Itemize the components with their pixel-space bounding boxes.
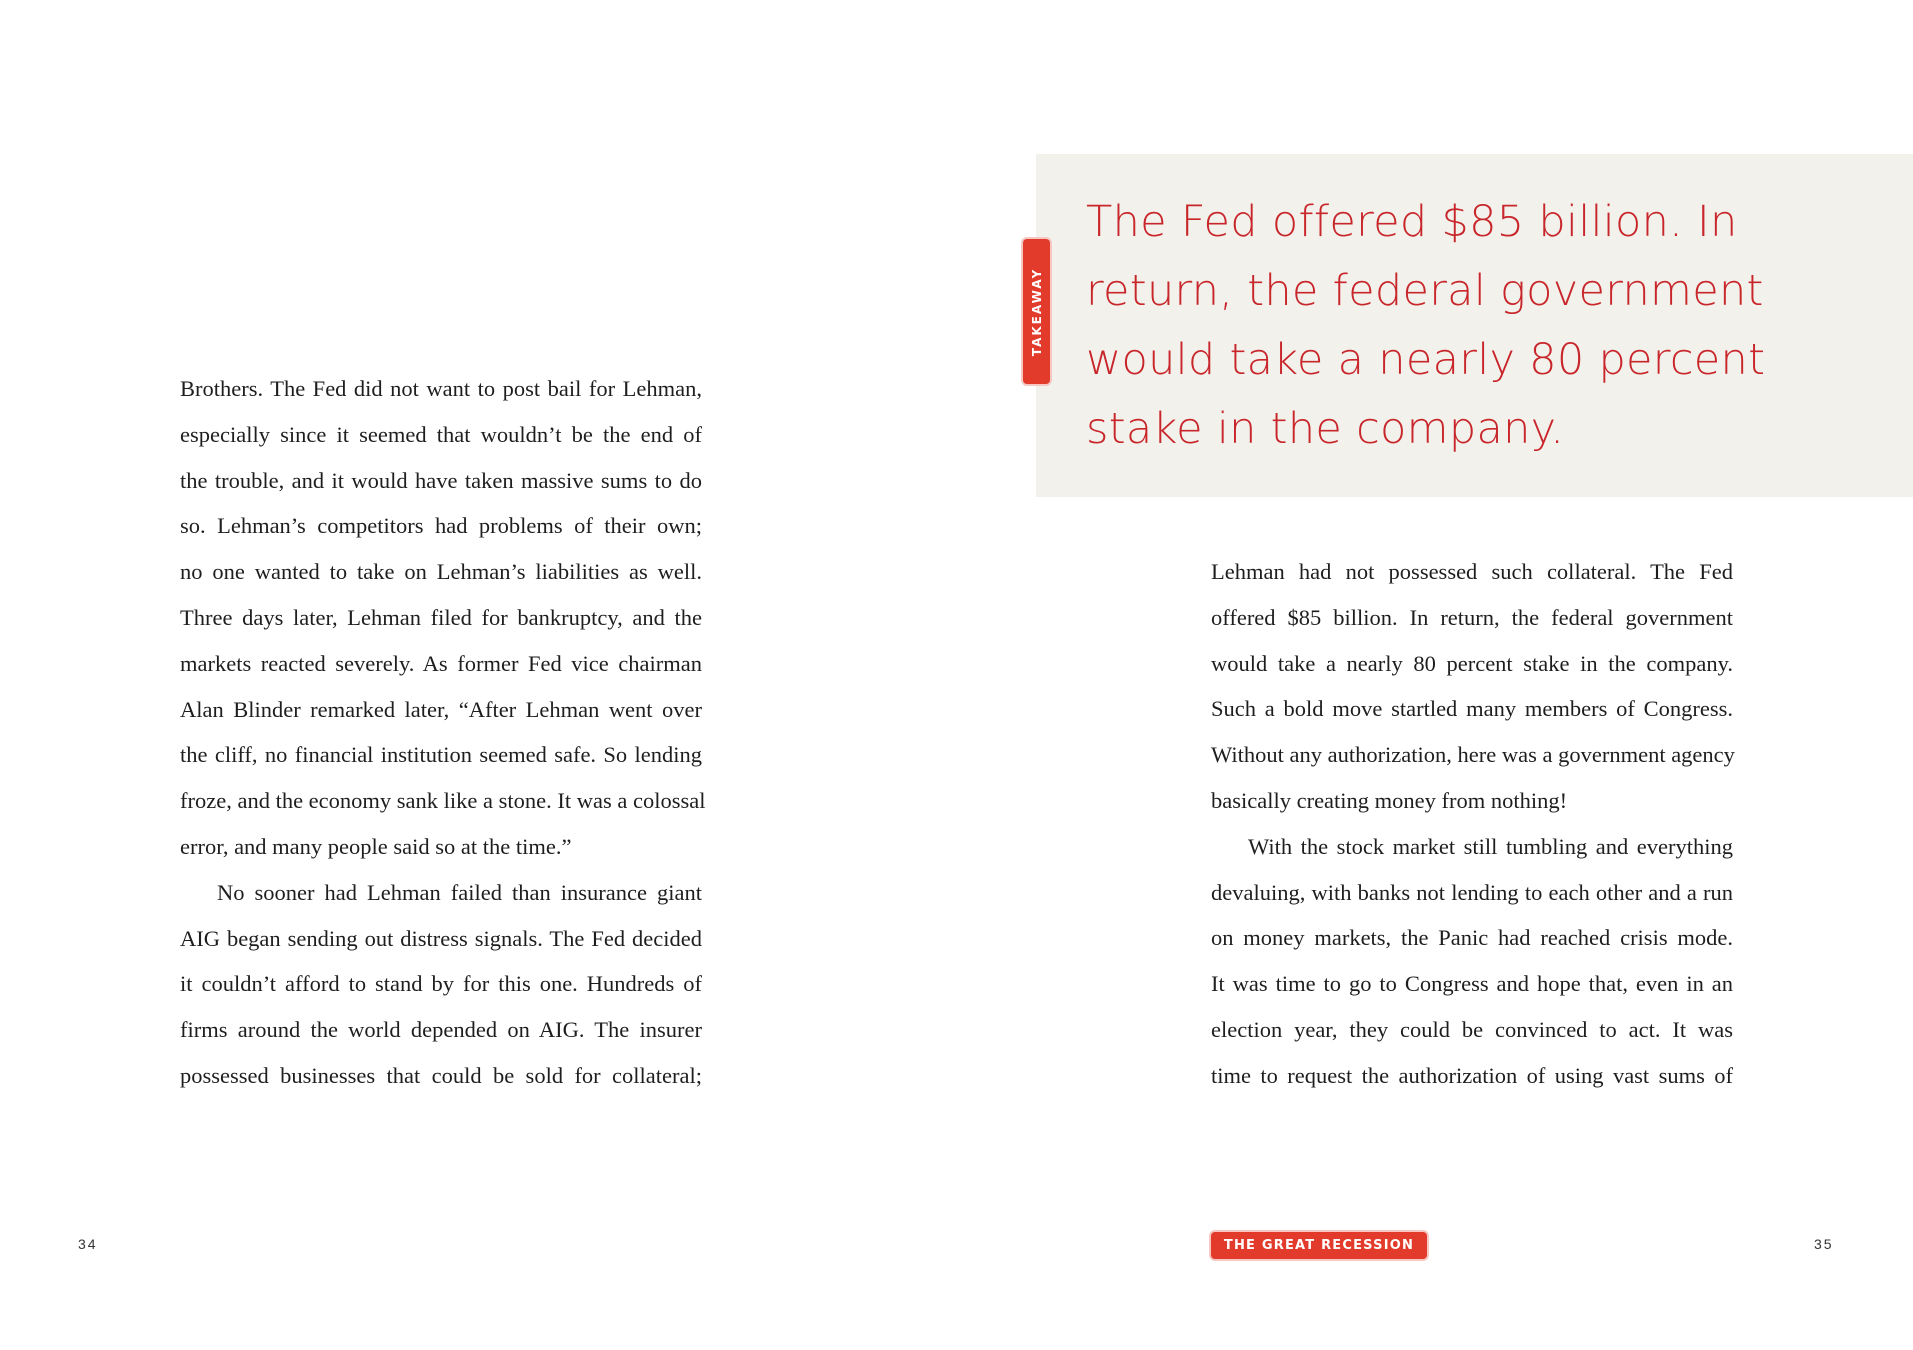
- callout-line: would take a nearly 80 percent: [1086, 335, 1766, 385]
- text-line: Without any authorization, here was a government agency: [1211, 742, 1735, 768]
- text-line: the cliff, no financial institution seemed safe. So lending: [180, 742, 702, 768]
- callout-line: The Fed offered $85 billion. In: [1086, 197, 1738, 247]
- text-line: it couldn’t afford to stand by for this one. Hundreds of: [180, 971, 702, 997]
- text-line: With the stock market still tumbling and everything: [1248, 833, 1733, 859]
- right-body-text: [1211, 549, 1733, 1099]
- text-line: It was time to go to Congress and hope that, even in an: [1211, 971, 1733, 997]
- series-title-badge: THE GREAT RECESSION: [1211, 1232, 1427, 1259]
- page-number-left: 34: [78, 1236, 98, 1252]
- text-line: so. Lehman’s competitors had problems of their own;: [180, 513, 702, 539]
- text-line: on money markets, the Panic had reached crisis mode.: [1211, 925, 1733, 951]
- text-line: Lehman had not possessed such collateral. The Fed: [1211, 559, 1733, 584]
- page-number-right: 35: [1814, 1236, 1834, 1252]
- text-line: error, and many people said so at the time.”: [180, 833, 572, 859]
- text-line: Three days later, Lehman filed for bankruptcy, and the: [180, 604, 702, 630]
- right-page: [956, 0, 1913, 1350]
- text-line: possessed businesses that could be sold for collateral;: [180, 1062, 702, 1088]
- text-line: devaluing, with banks not lending to each other and a run: [1211, 879, 1733, 905]
- takeaway-tab: [1023, 239, 1050, 384]
- text-line: election year, they could be convinced to act. It was: [1211, 1016, 1733, 1042]
- text-line: markets reacted severely. As former Fed vice chairman: [180, 650, 702, 676]
- text-line: no one wanted to take on Lehman’s liabilities as well.: [180, 559, 702, 585]
- text-line: especially since it seemed that wouldn’t be the end of: [180, 421, 702, 447]
- callout-quote: [1086, 188, 1846, 464]
- text-line: the trouble, and it would have taken massive sums to do: [180, 467, 702, 493]
- text-line: No sooner had Lehman failed than insurance giant: [217, 879, 702, 905]
- text-line: Alan Blinder remarked later, “After Lehman went over: [180, 696, 702, 722]
- left-body-text: [180, 366, 706, 1099]
- text-line: basically creating money from nothing!: [1211, 787, 1568, 813]
- text-line: froze, and the economy sank like a stone. It was a colossal: [180, 788, 706, 814]
- text-line: Such a bold move startled many members of Congress.: [1211, 696, 1733, 722]
- text-line: would take a nearly 80 percent stake in the company.: [1211, 650, 1733, 676]
- callout-line: return, the federal government: [1086, 266, 1764, 316]
- left-page: [0, 0, 956, 1350]
- text-line: time to request the authorization of using vast sums of: [1211, 1062, 1733, 1088]
- takeaway-callout: [1036, 154, 1913, 497]
- text-line: firms around the world depended on AIG. The insurer: [180, 1017, 702, 1043]
- takeaway-label: TAKEAWAY: [1029, 267, 1044, 356]
- callout-line: stake in the company.: [1086, 404, 1565, 454]
- text-line: AIG began sending out distress signals. The Fed decided: [180, 925, 702, 951]
- text-line: Brothers. The Fed did not want to post bail for Lehman,: [180, 376, 702, 401]
- text-line: offered $85 billion. In return, the federal government: [1211, 604, 1733, 630]
